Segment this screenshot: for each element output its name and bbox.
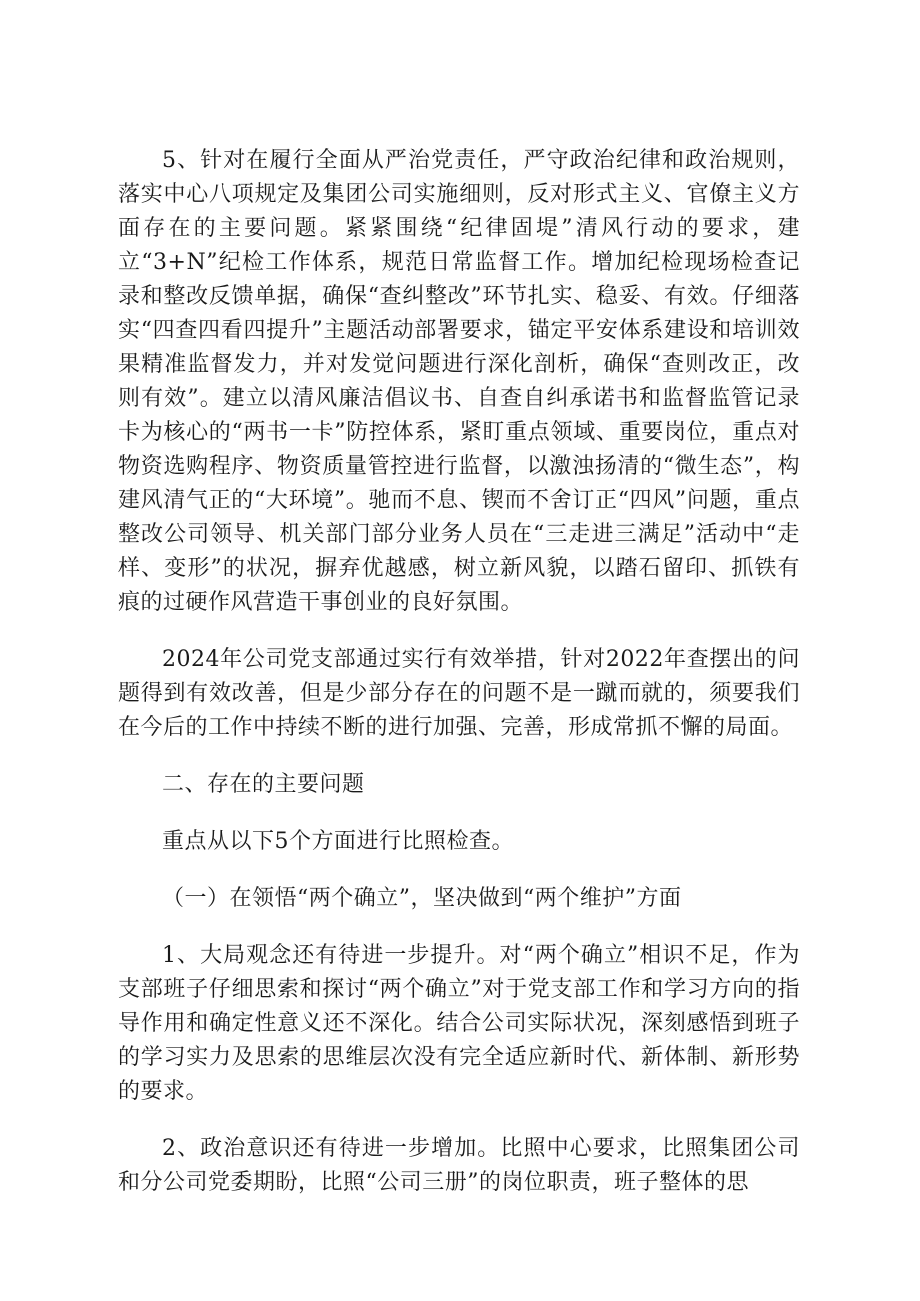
document-body bbox=[118, 144, 800, 1200]
paragraph-item-1: 1、大局观念还有待进一步提升。对“两个确立”相识不足，作为支部班子仔细思索和探讨“两个确立”对于党支部工作和学习方向的指导作用和确定性意义还不深化。结合公司实际状况，深刻感悟到班子的学习实力及思索的思维层次没有完全适应新时代、新体制、新形势的要求。 bbox=[118, 943, 800, 1104]
paragraph-intro: 重点从以下5个方面进行比照检查。 bbox=[162, 829, 514, 854]
paragraph-summary: 2024年公司党支部通过实行有效举措，针对2022年查摆出的问题得到有效改善，但是少部分存在的问题不是一蹴而就的，须要我们在今后的工作中持续不断的进行加强、完善，形成常抓不懈的局面。 bbox=[118, 647, 800, 740]
section-heading: 二、存在的主要问题 bbox=[162, 772, 365, 797]
subsection-heading: （一）在领悟“两个确立”，坚决做到“两个维护”方面 bbox=[162, 886, 682, 911]
paragraph-item-5: 5、针对在履行全面从严治党责任，严守政治纪律和政治规则，落实中心八项规定及集团公司实施细则，反对形式主义、官僚主义方面存在的主要问题。紧紧围绕“纪律固堤”清风行动的要求，建立“3+N”纪检工作体系，规范日常监督工作。增加纪检现场检查记录和整改反馈单据，确保“查纠整改”环节扎实、稳妥、有效。仔细落实“四查四看四提升”主题活动部署要求，锚定平安体系建设和培训效果精准监督发力，并对发觉问题进行深化剖析，确保“查则改正，改则有效”。建立以清风廉洁倡议书、自查自纠承诺书和监督监管记录卡为核心的“两书一卡”防控体系，紧盯重点领域、重要岗位，重点对物资选购程序、物资质量管控进行监督，以激浊扬清的“微生态”，构建风清气正的“大环境”。驰而不息、锲而不舍订正“四风”问题，重点整改公司领导、机关部门部分业务人员在“三走进三满足”活动中“走样、变形”的状况，摒弃优越感，树立新风貌，以踏石留印、抓铁有痕的过硬作风营造干事创业的良好氛围。 bbox=[118, 148, 800, 615]
paragraph-item-2: 2、政治意识还有待进一步增加。比照中心要求，比照集团公司和分公司党委期盼，比照“公司三册”的岗位职责，班子整体的思 bbox=[118, 1136, 800, 1195]
